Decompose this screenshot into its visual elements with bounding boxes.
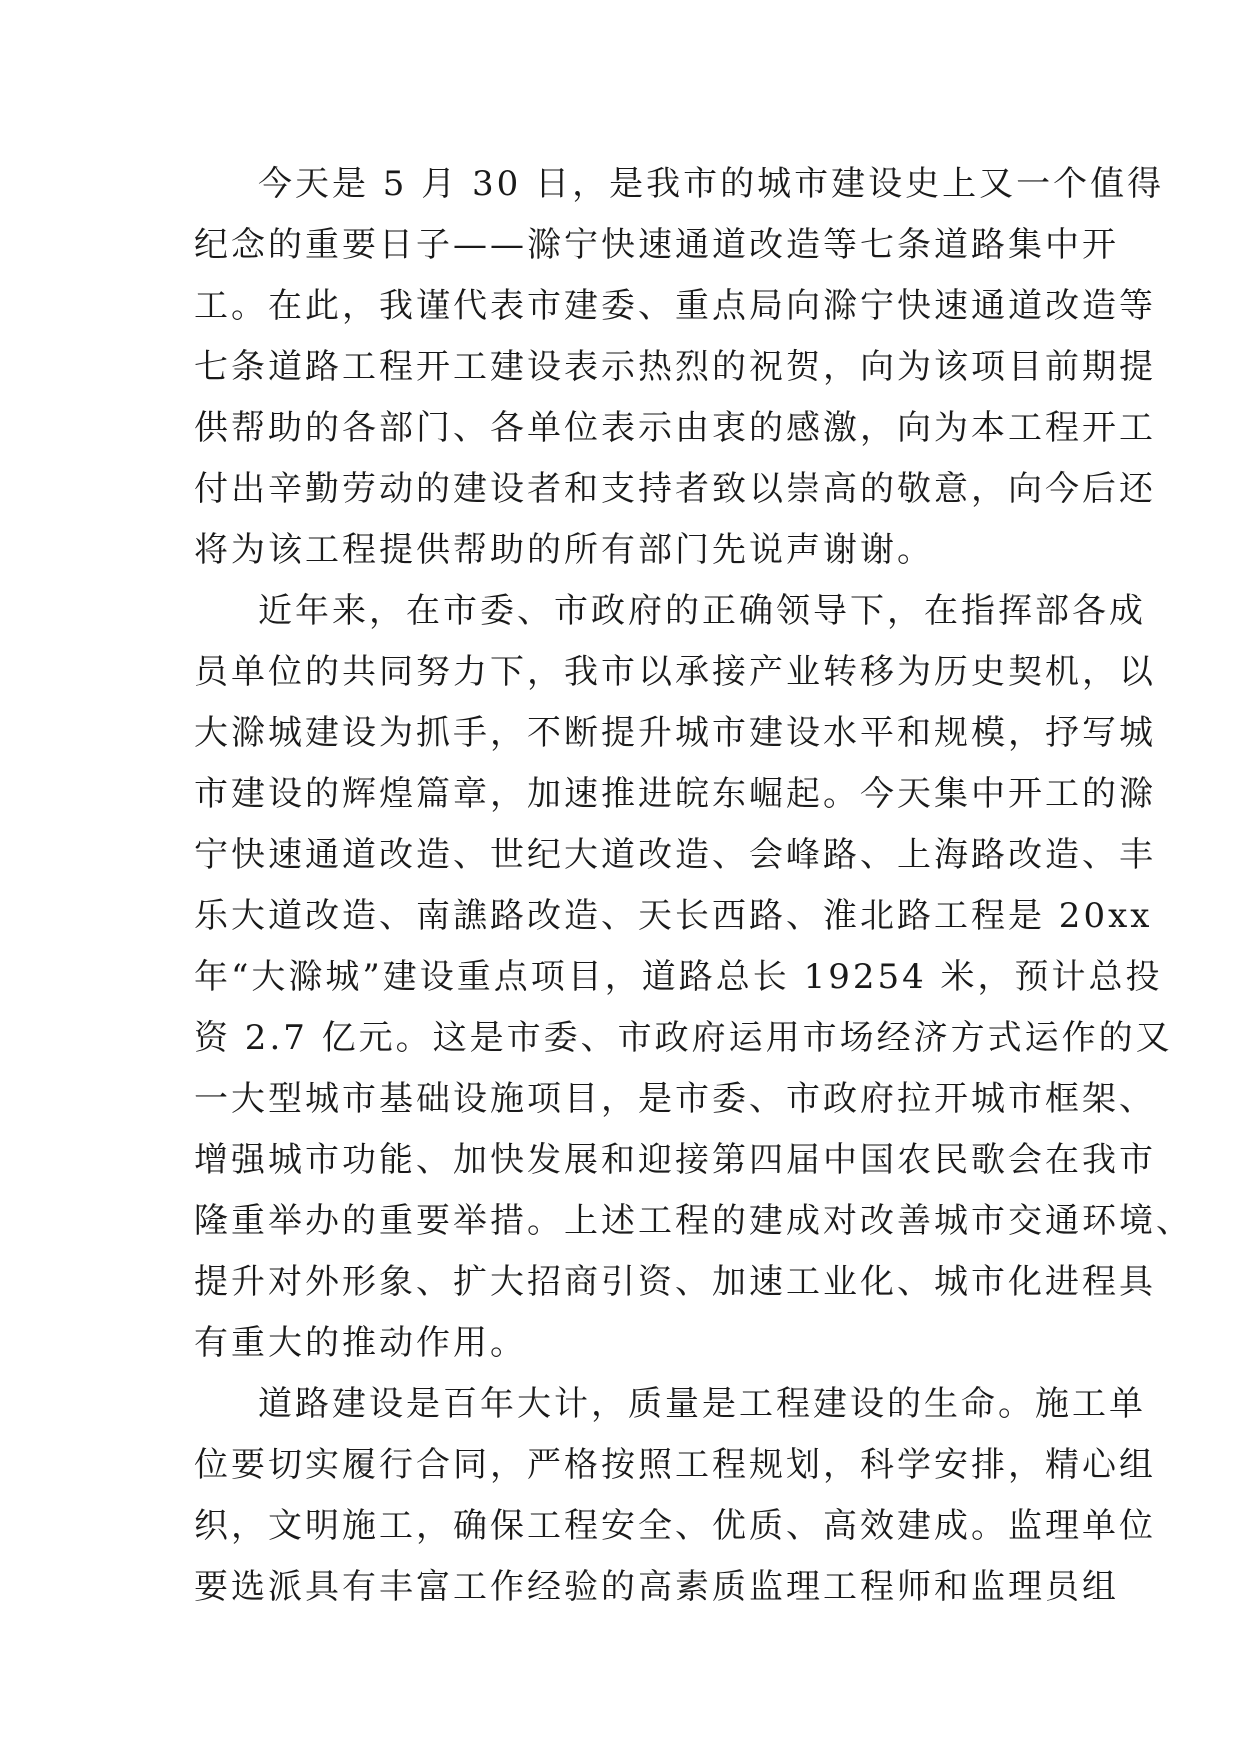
paragraph-3 (194, 1374, 1156, 1618)
paragraph-line: 市建设的辉煌篇章，加速推进皖东崛起。今天集中开工的滁 (194, 774, 1156, 814)
paragraph-line: 近年来，在市委、市政府的正确领导下，在指挥部各成 (258, 591, 1146, 631)
paragraph-line: 年“大滁城”建设重点项目，道路总长 19254 米，预计总投 (194, 957, 1163, 997)
paragraph-line: 七条道路工程开工建设表示热烈的祝贺，向为该项目前期提 (194, 347, 1156, 387)
paragraph-2 (194, 581, 1193, 1374)
paragraph-line: 纪念的重要日子——滁宁快速通道改造等七条道路集中开 (194, 225, 1119, 265)
paragraph-line: 隆重举办的重要举措。上述工程的建成对改善城市交通环境、 (194, 1201, 1193, 1241)
paragraph-line: 供帮助的各部门、各单位表示由衷的感激，向为本工程开工 (194, 408, 1156, 448)
paragraph-line: 织，文明施工，确保工程安全、优质、高效建成。监理单位 (194, 1506, 1156, 1546)
paragraph-line: 提升对外形象、扩大招商引资、加速工业化、城市化进程具 (194, 1262, 1156, 1302)
paragraph-line: 有重大的推动作用。 (194, 1323, 527, 1363)
paragraph-1 (194, 154, 1165, 581)
paragraph-line: 资 2.7 亿元。这是市委、市政府运用市场经济方式运作的又 (194, 1018, 1173, 1058)
paragraph-line: 一大型城市基础设施项目，是市委、市政府拉开城市框架、 (194, 1079, 1156, 1119)
paragraph-line: 付出辛勤劳动的建设者和支持者致以崇高的敬意，向今后还 (194, 469, 1156, 509)
paragraph-line: 工。在此，我谨代表市建委、重点局向滁宁快速通道改造等 (194, 286, 1156, 326)
paragraph-line: 大滁城建设为抓手，不断提升城市建设水平和规模，抒写城 (194, 713, 1156, 753)
paragraph-line: 宁快速通道改造、世纪大道改造、会峰路、上海路改造、丰 (194, 835, 1156, 875)
paragraph-line: 员单位的共同努力下，我市以承接产业转移为历史契机，以 (194, 652, 1156, 692)
document-body (194, 154, 1193, 1618)
paragraph-line: 位要切实履行合同，严格按照工程规划，科学安排，精心组 (194, 1445, 1156, 1485)
paragraph-line: 增强城市功能、加快发展和迎接第四届中国农民歌会在我市 (194, 1140, 1156, 1180)
paragraph-line: 今天是 5 月 30 日，是我市的城市建设史上又一个值得 (258, 164, 1165, 204)
paragraph-line: 将为该工程提供帮助的所有部门先说声谢谢。 (194, 530, 934, 570)
paragraph-line: 乐大道改造、南譙路改造、天长西路、淮北路工程是 20xx (194, 896, 1153, 936)
paragraph-line: 要选派具有丰富工作经验的高素质监理工程师和监理员组 (194, 1567, 1119, 1607)
paragraph-line: 道路建设是百年大计，质量是工程建设的生命。施工单 (258, 1384, 1146, 1424)
